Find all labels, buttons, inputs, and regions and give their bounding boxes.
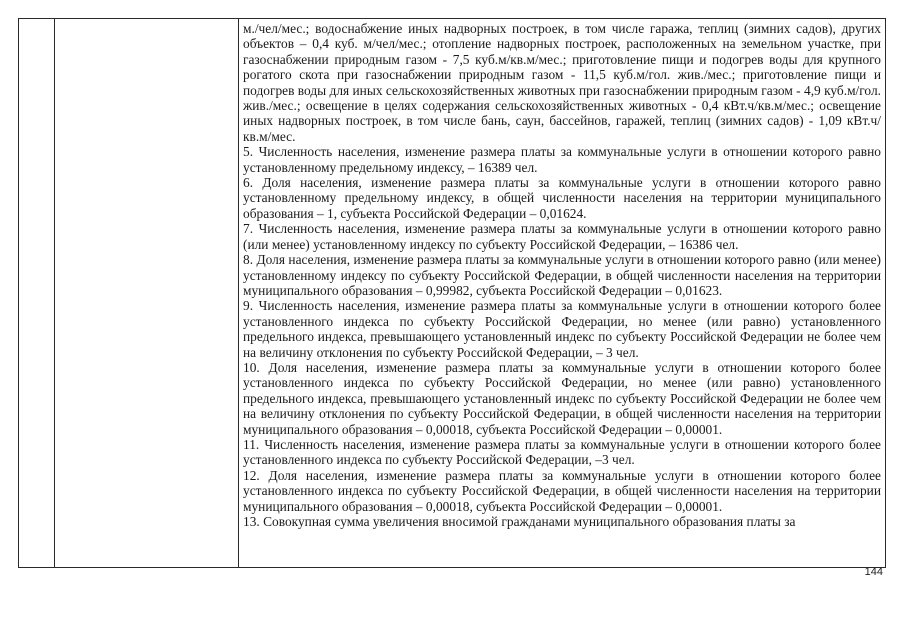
- paragraph: 6. Доля населения, изменение размера платы за коммунальные услуги в отношении которого равно установленному предельному индексу, в общей численности населения на территории муниципального образования – 1, субъекта Российской Федерации – 0,01624.: [243, 175, 881, 221]
- paragraph: 8. Доля населения, изменение размера платы за коммунальные услуги в отношении которого равно (или менее) установленному индексу по субъекту Российской Федерации, в общей численности населения на территории муниципального образования – 0,99982, субъекта Российской Федерации – 0,01623.: [243, 252, 881, 298]
- paragraph: 11. Численность населения, изменение размера платы за коммунальные услуги в отношении которого более установленного индекса по субъекту Российской Федерации, –3 чел.: [243, 436, 881, 468]
- column-divider: [54, 19, 55, 567]
- page-number: 144: [864, 566, 883, 578]
- paragraph: 9. Численность населения, изменение размера платы за коммунальные услуги в отношении которого более установленного индекса по субъекту Российской Федерации, но менее (или равно) установленного предельного индекса, превышающего установленный индекс по субъекту Российской Федерации не более чем на величину отклонения по субъекту Российской Федерации, – 3 чел.: [243, 298, 881, 360]
- paragraph: 12. Доля населения, изменение размера платы за коммунальные услуги в отношении которого более установленного индекса по субъекту Российской Федерации, в общей численности населения на территории муниципального образования – 0,00018, субъекта Российской Федерации – 0,00001.: [243, 467, 881, 514]
- paragraph: 7. Численность населения, изменение размера платы за коммунальные услуги в отношении которого равно (или менее) установленному индексу по субъекту Российской Федерации, – 16386 чел.: [243, 221, 881, 252]
- paragraph: м./чел/мес.; водоснабжение иных надворных построек, в том числе гаража, теплиц (зимних садов), других объектов – 0,4 куб. м/чел/мес.; отопление надворных построек, расположенных на земельном участке, при газоснабжении природным газом - 7,5 куб.м/кв.м/мес.; приготовление пищи и подогрев воды для крупного рогатого скота при газоснабжении природным газом - 11,5 куб.м/гол. жив./мес.; приготовление пищи и подогрев воды для иных сельскохозяйственных животных при газоснабжении природным газом - 4,9 куб.м/гол. жив./мес.; освещение в целях содержания сельскохозяйственных животных - 0,4 кВт.ч/кв.м/мес.; освещение иных надворных построек, в том числе бань, саун, бассейнов, гаражей, теплиц (зимних садов) - 1,09 кВт.ч/кв.м/мес.: [243, 21, 881, 144]
- document-table: [18, 18, 886, 568]
- table-text-cell: [238, 21, 881, 567]
- paragraph: 10. Доля населения, изменение размера платы за коммунальные услуги в отношении которого более установленного индекса по субъекту Российской Федерации, но менее (или равно) установленного предельного индекса, превышающего установленный индекс по субъекту Российской Федерации не более чем на величину отклонения по субъекту Российской Федерации, в общей численности населения на территории муниципального образования – 0,00018, субъекта Российской Федерации – 0,00001.: [243, 359, 881, 437]
- paragraph: 5. Численность населения, изменение размера платы за коммунальные услуги в отношении которого равно установленному предельному индексу, – 16389 чел.: [243, 144, 881, 175]
- paragraph: 13. Совокупная сумма увеличения вносимой гражданами муниципального образования платы за: [243, 514, 796, 529]
